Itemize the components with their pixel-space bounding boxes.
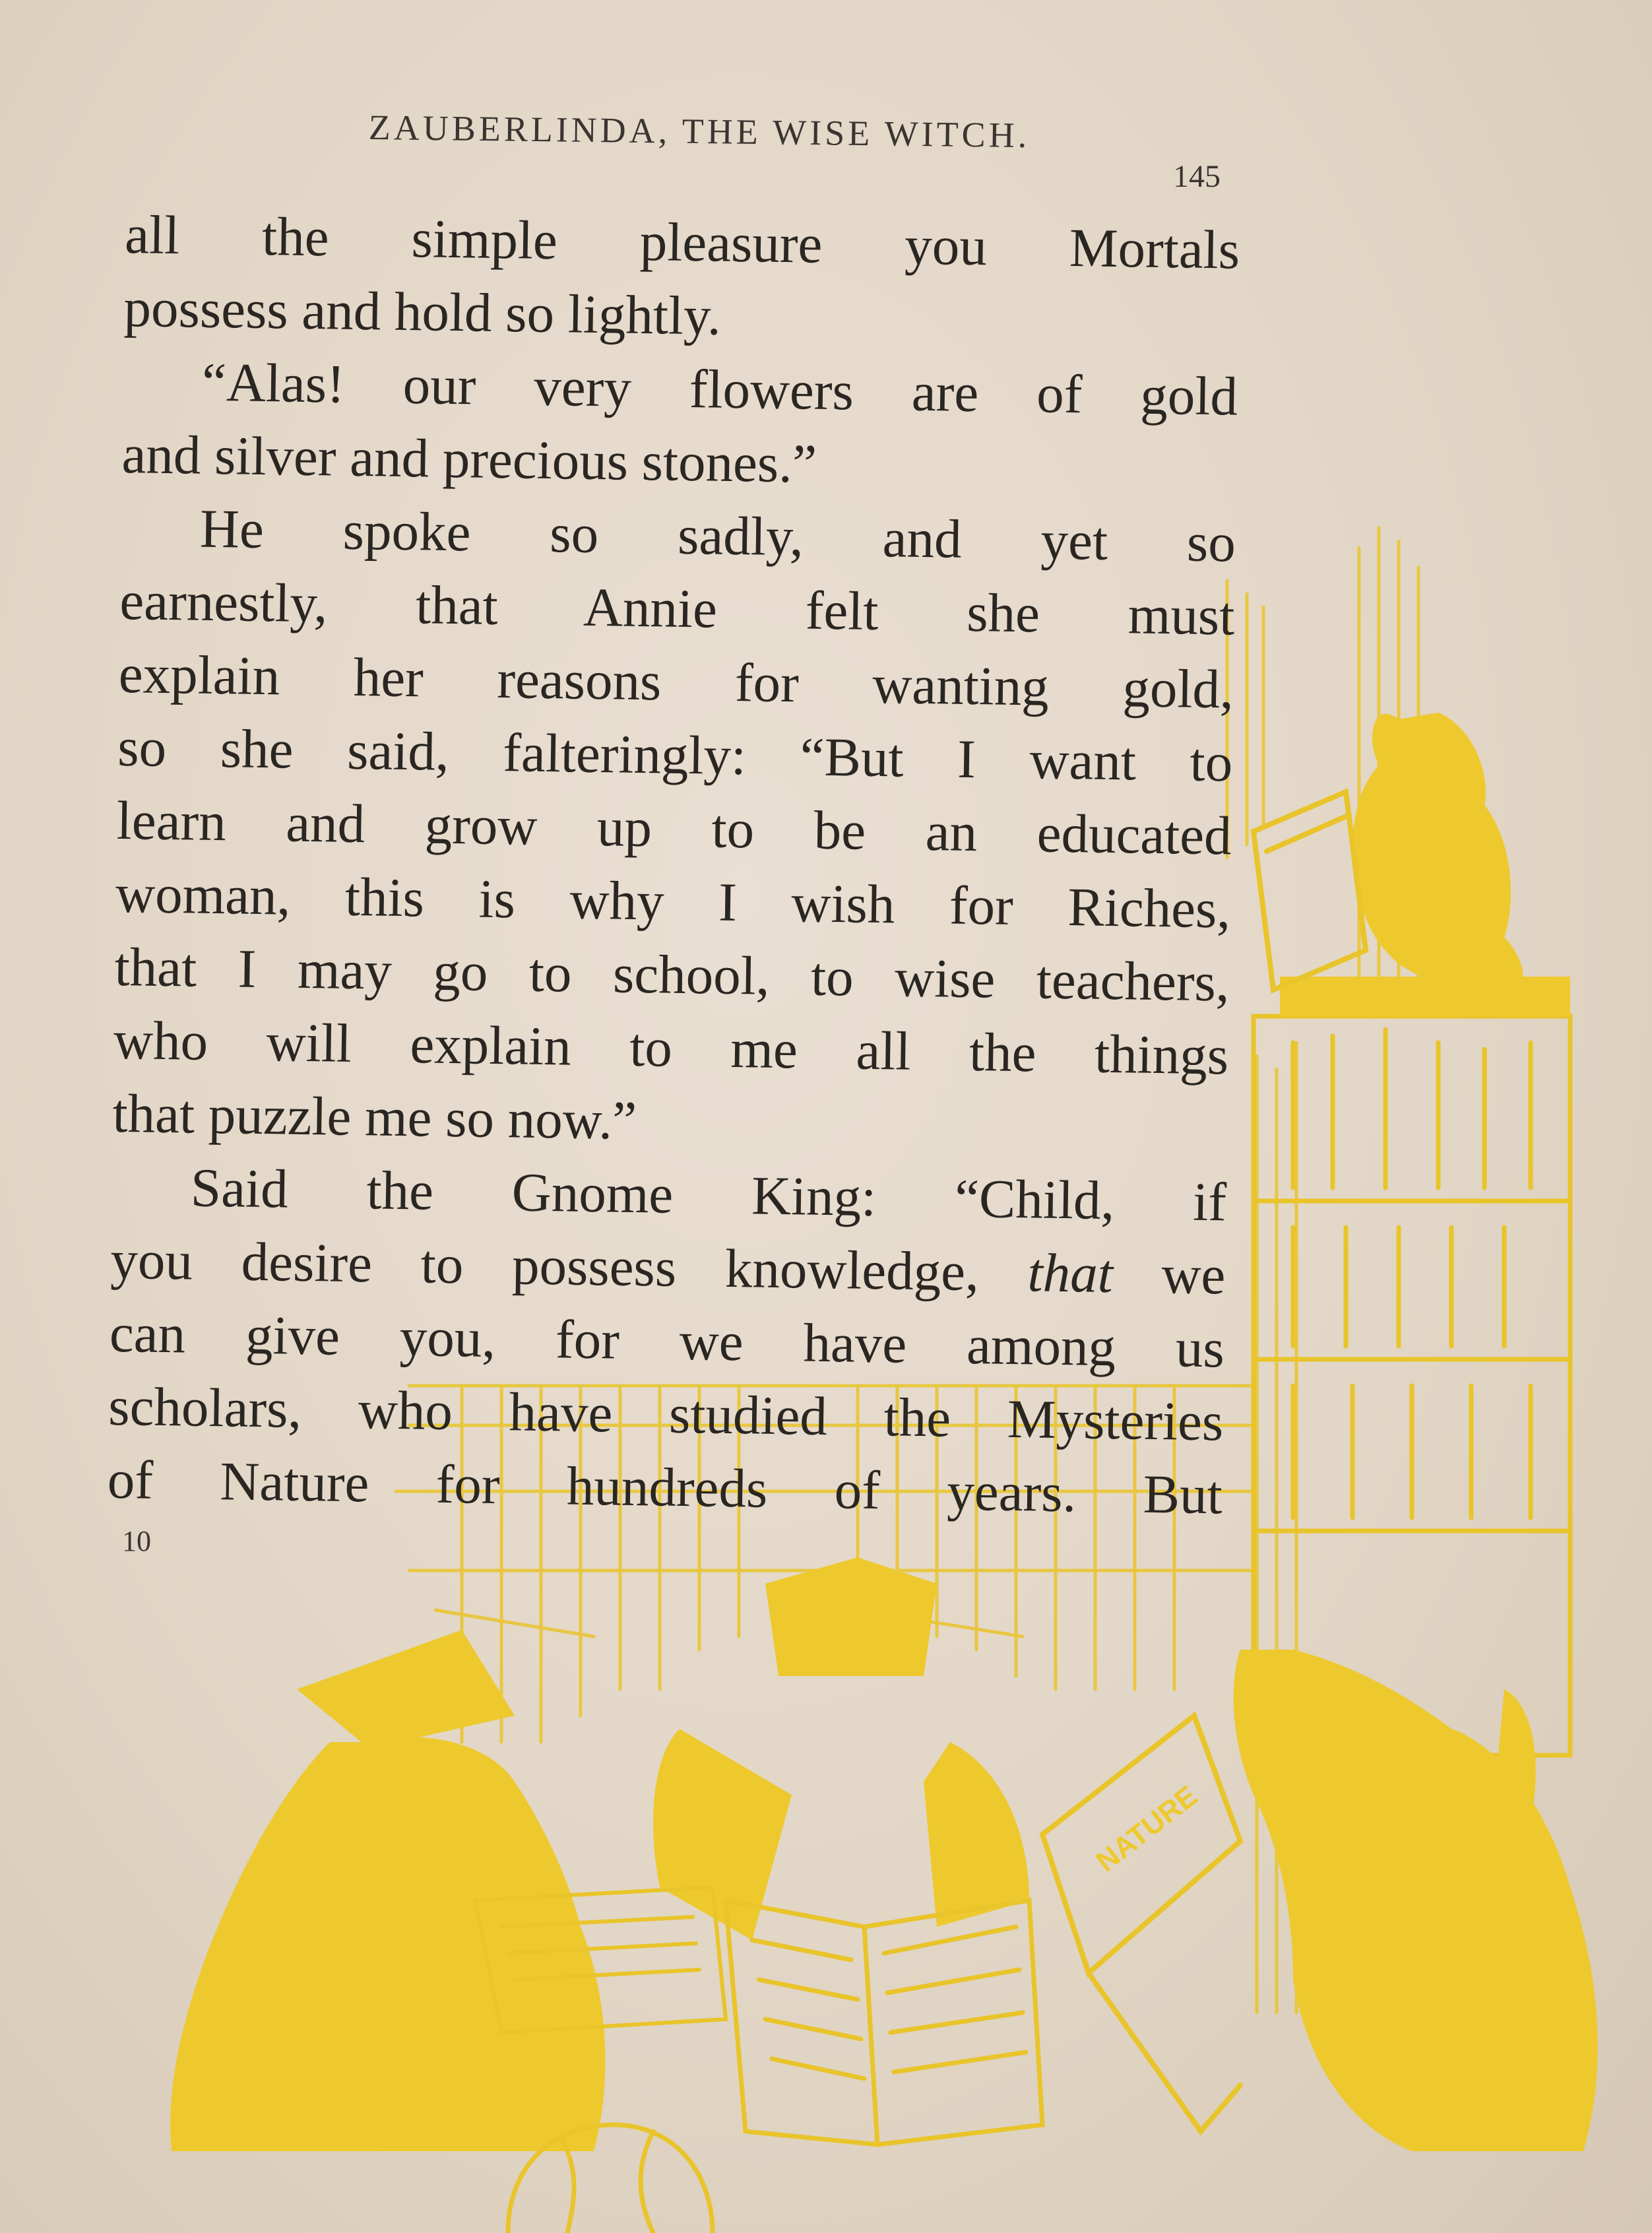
text-line: that puzzle me so now.” [111, 1082, 637, 1151]
text-segment: you desire to possess knowledge, [110, 1229, 1029, 1303]
text-line: “Alas! our very flowers are of gold [201, 351, 1238, 427]
open-book [726, 1900, 1042, 2145]
text-line: and silver and precious stones.” [121, 423, 817, 494]
text-line: possess and hold so lightly. [123, 276, 722, 346]
text-line: so she said, falteringly: “But I want to [117, 716, 1233, 793]
text-line: learn and grow up to be an educated [116, 789, 1232, 866]
right-shelf [1254, 1016, 1570, 1755]
owl [1280, 713, 1570, 1016]
text-segment: we [1112, 1243, 1226, 1306]
text-line: explain her reasons for wanting gold, [118, 643, 1234, 720]
signature-mark: 10 [122, 1525, 151, 1557]
tilted-book [1254, 792, 1366, 990]
left-scholar [170, 1630, 605, 2151]
running-title: ZAUBERLINDA, THE WISE WITCH. [368, 107, 1031, 156]
page-number: 145 [1173, 159, 1221, 194]
text-line: scholars, who have studied the Mysteries [108, 1375, 1224, 1452]
nature-book-label: NATURE [1090, 1779, 1204, 1879]
text-line: who will explain to me all the things [113, 1009, 1229, 1086]
text-line: all the simple pleasure you Mortals [124, 203, 1240, 280]
text-line: earnestly, that Annie felt she must [119, 569, 1235, 647]
right-scholar [1234, 1650, 1598, 2151]
text-line: He spoke so sadly, and yet so [199, 498, 1236, 573]
text-line: that I may go to school, to wise teachers, [114, 936, 1230, 1013]
body-text [107, 198, 1240, 1532]
table-papers [475, 1887, 726, 2032]
italic-word: that [1027, 1242, 1114, 1305]
text-line: of Nature for hundreds of years. But [107, 1448, 1223, 1526]
nature-book [1042, 1716, 1240, 2131]
globe [508, 2125, 713, 2233]
text-line: can give you, for we have among us [109, 1302, 1225, 1379]
text-line: Said the Gnome King: “Child, if [190, 1157, 1227, 1233]
text-line: woman, this is why I wish for Riches, [115, 862, 1231, 940]
middle-scholar [653, 1557, 1029, 1940]
